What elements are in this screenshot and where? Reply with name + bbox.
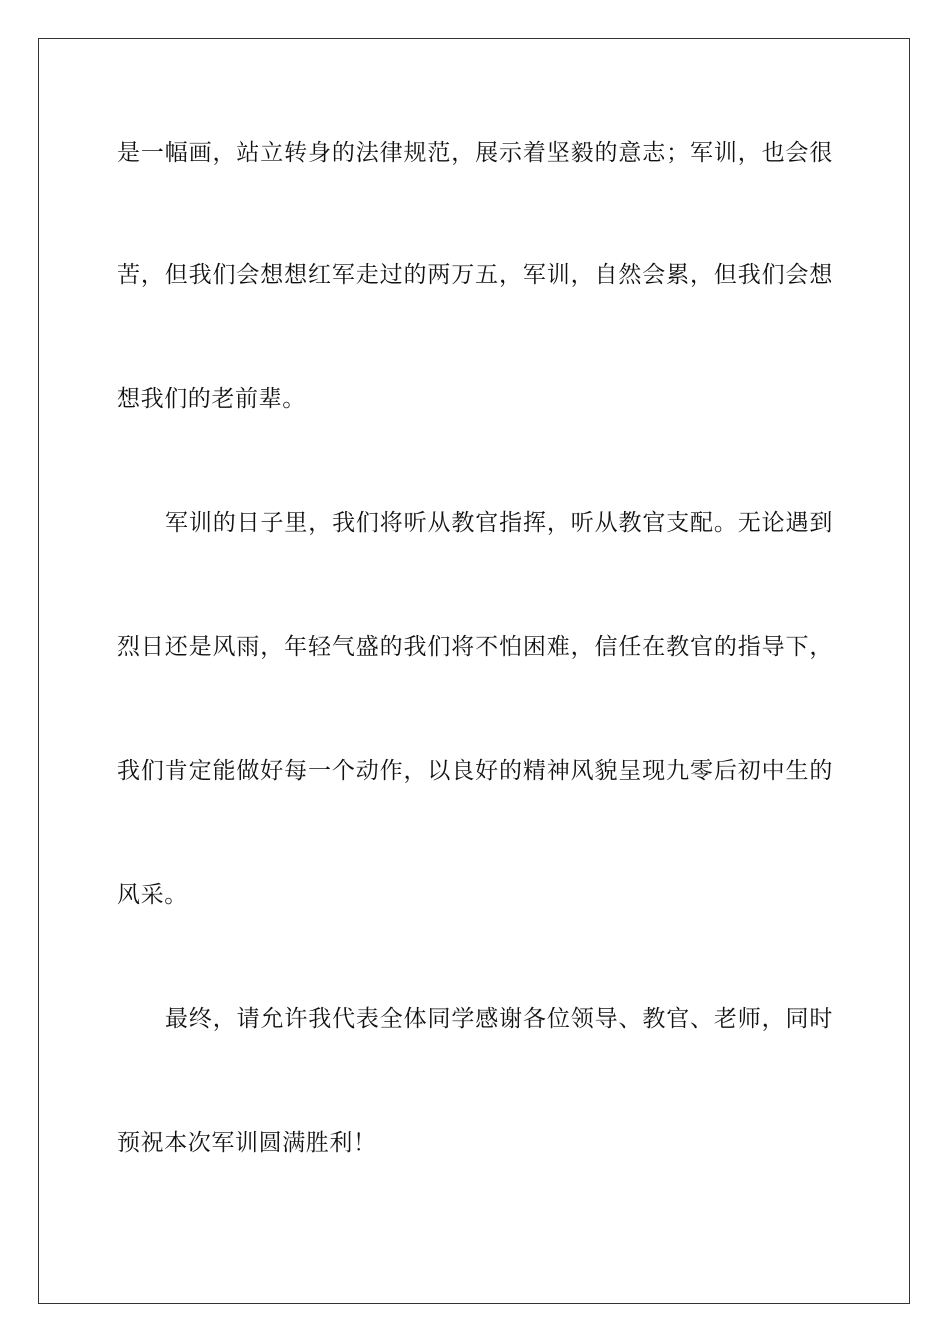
page-border xyxy=(38,38,910,1304)
text-line-5: 烈日还是风雨，年轻气盛的我们将不怕困难，信任在教官的指导下， xyxy=(117,634,833,660)
text-line-7: 风采。 xyxy=(117,882,188,908)
text-line-1: 是一幅画，站立转身的法律规范，展示着坚毅的意志；军训，也会很 xyxy=(117,140,833,166)
text-line-8: 最终，请允许我代表全体同学感谢各位领导、教官、老师，同时 xyxy=(165,1006,833,1032)
text-line-4: 军训的日子里，我们将听从教官指挥，听从教官支配。无论遇到 xyxy=(165,510,833,536)
text-line-6: 我们肯定能做好每一个动作，以良好的精神风貌呈现九零后初中生的 xyxy=(117,758,833,784)
text-line-2: 苦，但我们会想想红军走过的两万五，军训，自然会累，但我们会想 xyxy=(117,262,833,288)
text-line-9: 预祝本次军训圆满胜利！ xyxy=(117,1130,377,1156)
text-line-3: 想我们的老前辈。 xyxy=(117,386,306,412)
